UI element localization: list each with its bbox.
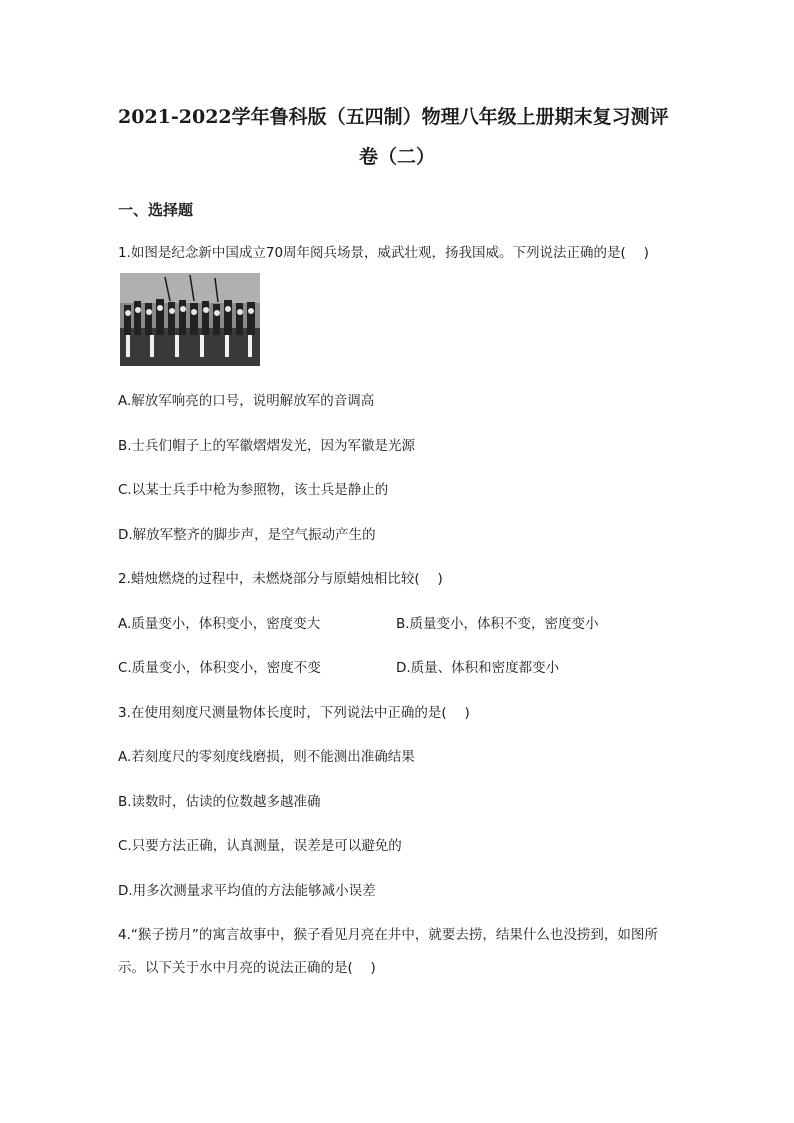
question-2-option-a: A.质量变小，体积变小，密度变大 (118, 616, 321, 632)
question-4-stem-line-1: 4.“猴子捞月”的寓言故事中，猴子看见月亮在井中，就要去捞，结果什么也没捞到，如图所 (118, 927, 658, 943)
section-heading: 一、选择题 (118, 201, 194, 219)
question-2-option-c: C.质量变小，体积变小，密度不变 (118, 660, 321, 676)
question-1-option-b: B.士兵们帽子上的军徽熠熠发光，因为军徽是光源 (118, 438, 416, 454)
question-3-option-b: B.读数时，估读的位数越多越准确 (118, 794, 321, 810)
question-3-option-c: C.只要方法正确，认真测量，误差是可以避免的 (118, 838, 402, 854)
question-3-stem: 3.在使用刻度尺测量物体长度时，下列说法中正确的是( ) (118, 705, 470, 721)
question-3-option-d: D.用多次测量求平均值的方法能够减小误差 (118, 883, 376, 899)
parade-photo (120, 273, 260, 366)
question-2-option-b: B.质量变小，体积不变，密度变小 (396, 616, 599, 632)
document-title-line-2: 卷（二） (358, 146, 435, 168)
document-title-line-1: 2021-2022学年鲁科版（五四制）物理八年级上册期末复习测评 (118, 106, 669, 128)
question-4-stem-line-2: 示。以下关于水中月亮的说法正确的是( ) (118, 960, 376, 976)
question-3-option-a: A.若刻度尺的零刻度线磨损，则不能测出准确结果 (118, 749, 415, 765)
question-1-stem: 1.如图是纪念新中国成立70周年阅兵场景，威武壮观，扬我国威。下列说法正确的是( ) (118, 245, 649, 261)
question-1-option-a: A.解放军响亮的口号，说明解放军的音调高 (118, 393, 375, 409)
question-2-stem: 2.蜡烛燃烧的过程中，未燃烧部分与原蜡烛相比较( ) (118, 571, 443, 587)
question-1-option-c: C.以某士兵手中枪为参照物，该士兵是静止的 (118, 482, 389, 498)
question-2-option-d: D.质量、体积和密度都变小 (396, 660, 560, 676)
question-1-option-d: D.解放军整齐的脚步声，是空气振动产生的 (118, 527, 376, 543)
